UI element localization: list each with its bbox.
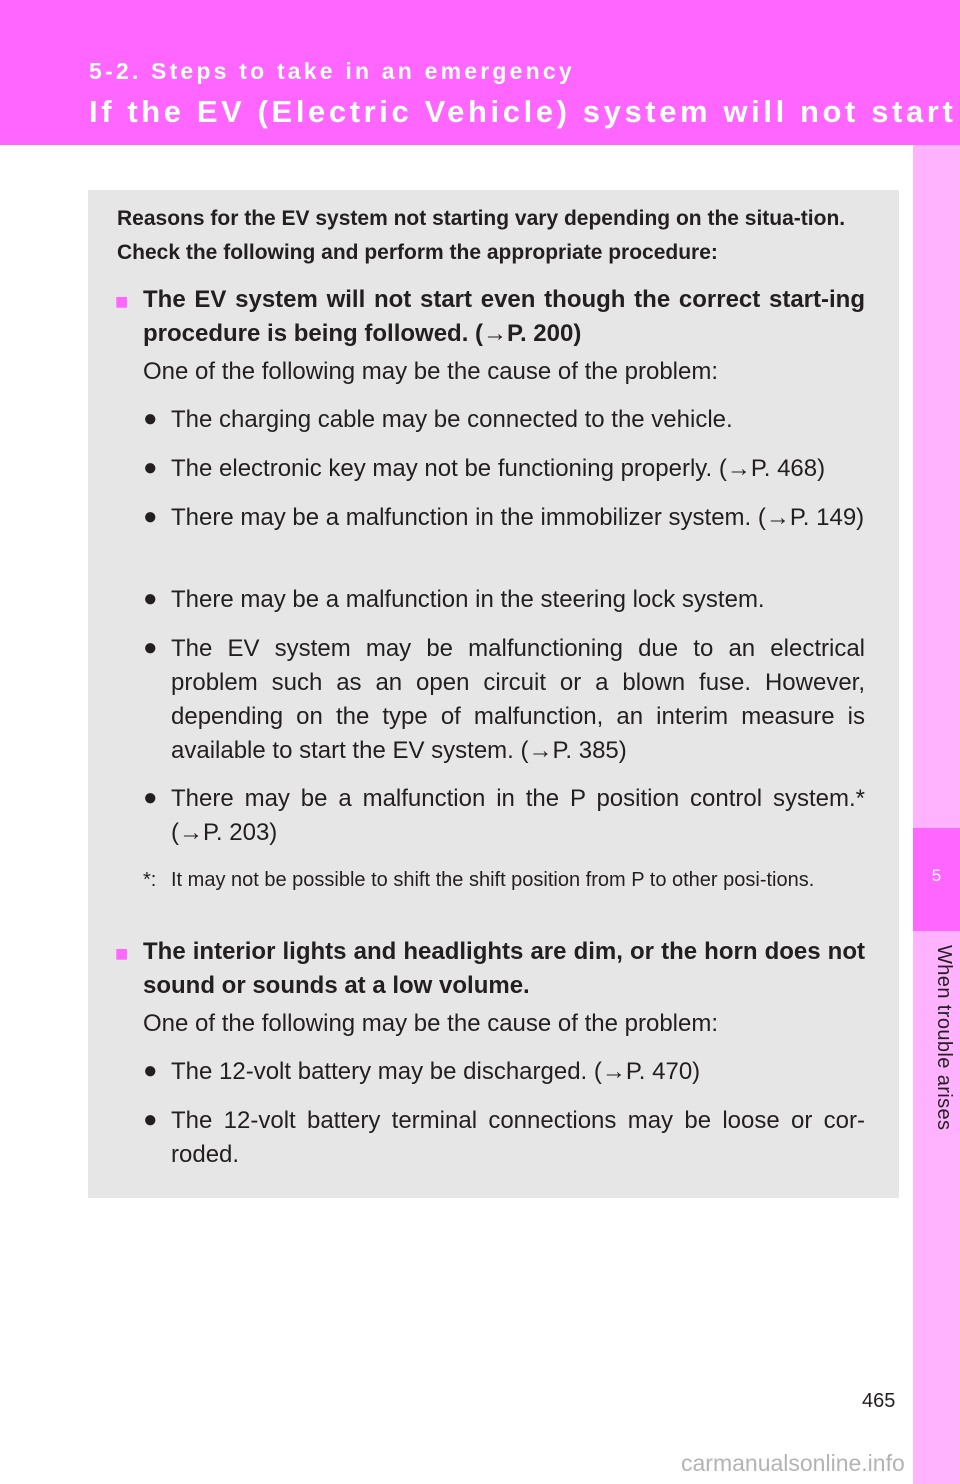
list-item xyxy=(143,501,865,535)
list-item-text: There may be a malfunction in the P position control system.* (→P. 203) xyxy=(171,785,865,846)
list-item-text: The charging cable may be connected to the vehicle. xyxy=(171,406,733,433)
section-label: 5-2. Steps to take in an emergency xyxy=(89,58,575,84)
list-item-text: The 12-volt battery may be discharged. (→P. 470) xyxy=(171,1058,701,1085)
intro-text: Reasons for the EV system not starting vary depending on the situa-tion. Check the following and perform the appropriate procedure: xyxy=(117,207,846,264)
list-item-text: The electronic key may not be functioning properly. (→P. 468) xyxy=(171,455,826,482)
watermark[interactable]: carmanualsonline.info xyxy=(681,1450,905,1476)
section-heading xyxy=(115,935,865,1003)
list-item xyxy=(143,403,865,437)
section-heading-text: The interior lights and headlights are dim, or the horn does not sound or sounds at a low volume. xyxy=(143,938,865,999)
bullet-icon: ● xyxy=(143,634,158,661)
section-heading xyxy=(115,283,865,351)
list-item-text: There may be a malfunction in the immobilizer system. (→P. 149) xyxy=(171,504,865,531)
list-item-text: The 12-volt battery terminal connections may be loose or cor-roded. xyxy=(171,1107,865,1168)
section-lead: One of the following may be the cause of the problem: xyxy=(143,1010,719,1037)
list-item xyxy=(143,452,865,486)
list-item xyxy=(143,632,865,768)
list-item-text: There may be a malfunction in the steering lock system. xyxy=(171,586,765,613)
chapter-tab[interactable] xyxy=(913,828,960,931)
bullet-icon: ● xyxy=(143,585,158,612)
footnote-mark: *: xyxy=(143,869,157,891)
page-title: If the EV (Electric Vehicle) system will not start xyxy=(89,94,957,129)
square-bullet-icon: ■ xyxy=(115,289,129,314)
bullet-icon: ● xyxy=(143,454,158,481)
footnote xyxy=(143,866,865,895)
footnote-text: It may not be possible to shift the shift position from P to other posi-tions. xyxy=(171,869,815,891)
bullet-icon: ● xyxy=(143,784,158,811)
section-lead: One of the following may be the cause of the problem: xyxy=(143,358,719,385)
bullet-icon: ● xyxy=(143,503,158,530)
square-bullet-icon: ■ xyxy=(115,941,129,966)
chapter-title: When trouble arises xyxy=(933,945,955,1131)
list-item-text: The EV system may be malfunctioning due to an electrical problem such as an open circuit or a blown fuse. However, depending on the type of malfunction, an interim measure is available to start the EV system. (→P. 385) xyxy=(171,635,865,764)
bullet-icon: ● xyxy=(143,405,158,432)
chapter-side-strip xyxy=(913,145,960,1484)
page-number: 465 xyxy=(862,1390,896,1412)
list-item xyxy=(143,782,865,850)
section-heading-text: The EV system will not start even though the correct start-ing procedure is being followed. (→P. 200) xyxy=(143,286,865,347)
list-item xyxy=(143,583,865,617)
bullet-icon: ● xyxy=(143,1057,158,1084)
chapter-number: 5 xyxy=(931,866,942,885)
list-item xyxy=(143,1055,865,1089)
bullet-icon: ● xyxy=(143,1106,158,1133)
list-item xyxy=(143,1104,865,1172)
